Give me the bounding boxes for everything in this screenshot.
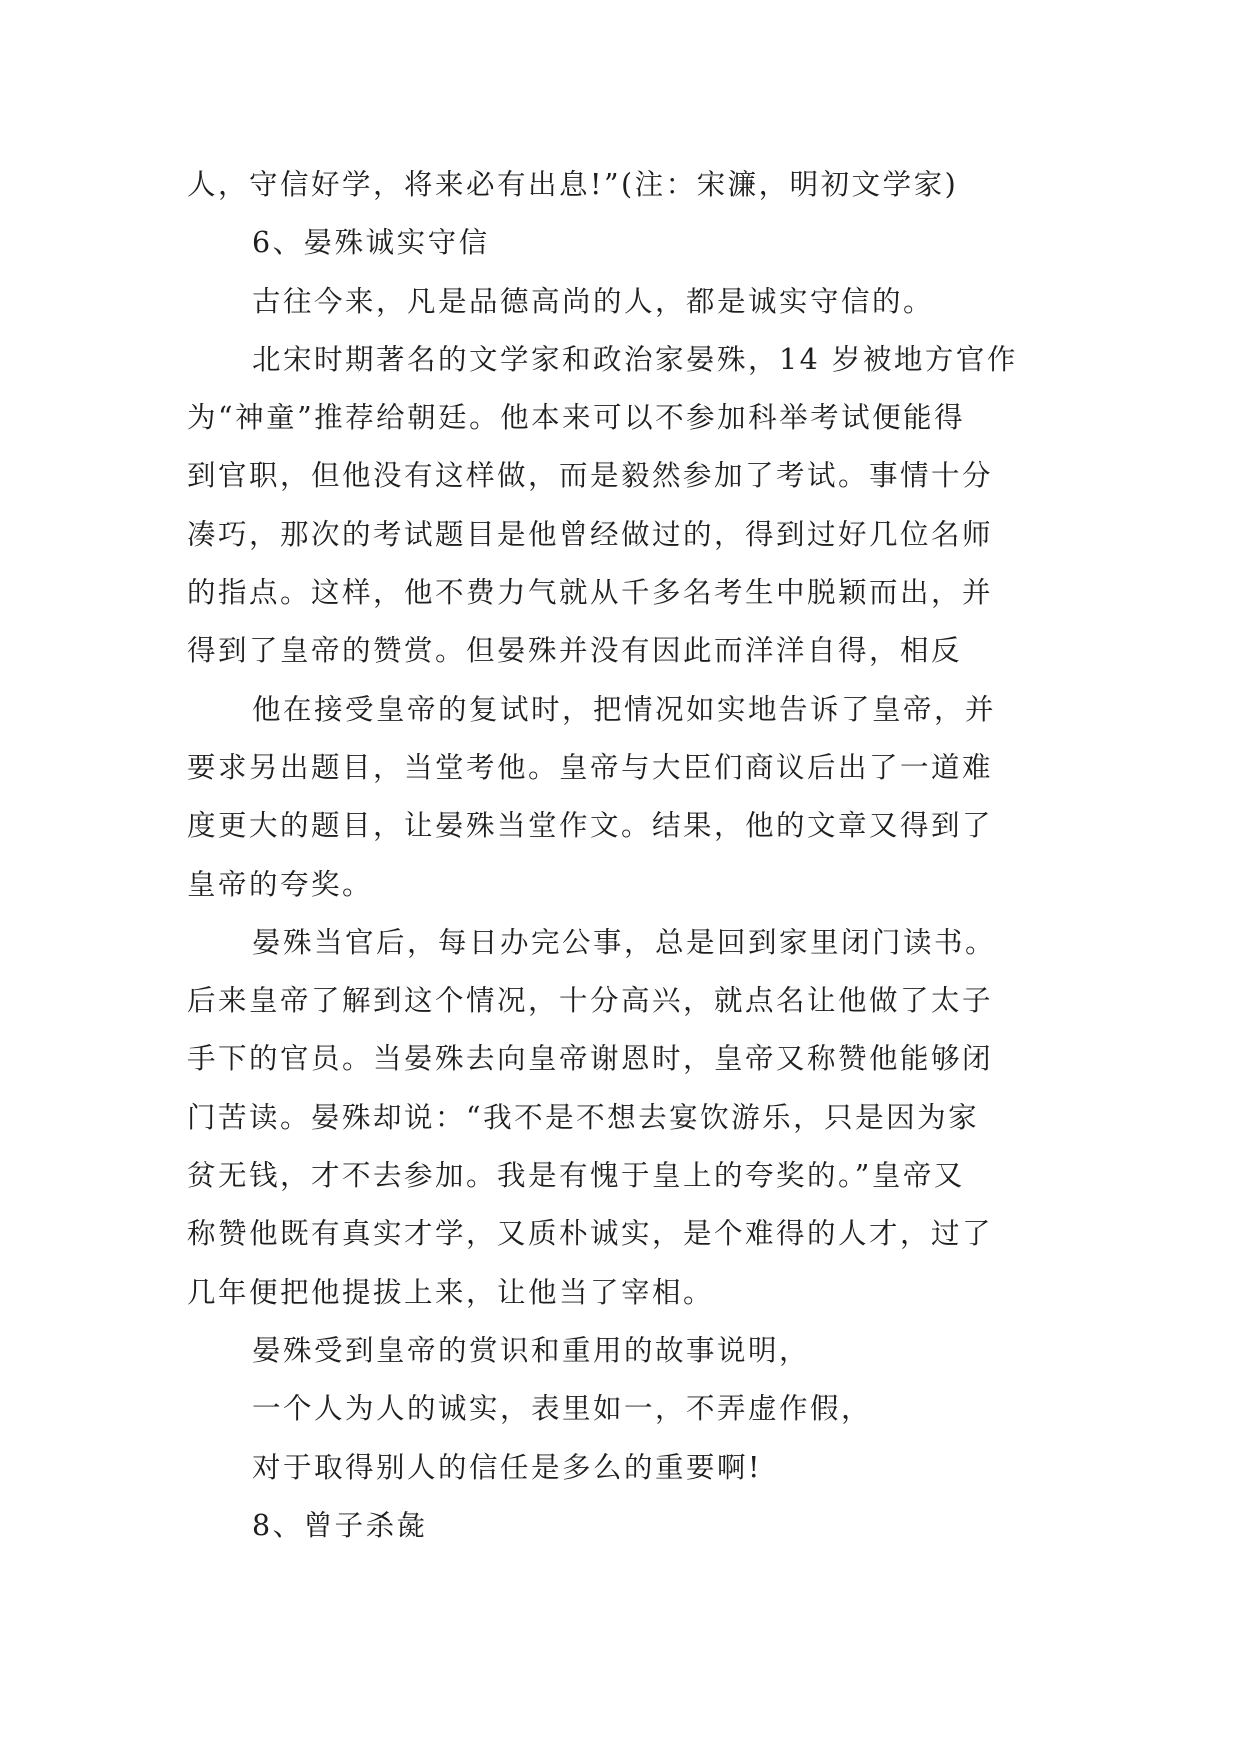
text-line: 6、晏殊诚实守信 (252, 226, 490, 260)
text-line: 几年便把他提拔上来，让他当了宰相。 (187, 1275, 715, 1309)
text-line: 对于取得别人的信任是多么的重要啊! (252, 1450, 762, 1484)
text-line: 人，守信好学，将来必有出息!”(注：宋濂，明初文学家) (187, 168, 959, 201)
text-line: 要求另出题目，当堂考他。皇帝与大臣们商议后出了一道难 (187, 750, 994, 784)
text-line: 贫无钱，才不去参加。我是有愧于皇上的夸奖的。”皇帝又 (187, 1159, 965, 1193)
text-line: 古往今来，凡是品德高尚的人，都是诚实守信的。 (252, 284, 935, 318)
text-line: 一个人为人的诚实，表里如一，不弄虚作假， (252, 1392, 873, 1426)
text-line: 的指点。这样，他不费力气就从千多名考生中脱颖而出，并 (187, 576, 994, 610)
text-line: 门苦读。晏殊却说：“我不是不想去宴饮游乐，只是因为家 (187, 1100, 980, 1134)
text-line: 为“神童”推荐给朝廷。他本来可以不参加科举考试便能得 (187, 401, 966, 435)
text-line: 度更大的题目，让晏殊当堂作文。结果，他的文章又得到了 (187, 809, 994, 843)
text-line: 凑巧，那次的考试题目是他曾经做过的，得到过好几位名师 (187, 517, 994, 551)
body-text (187, 156, 1057, 1555)
text-line: 后来皇帝了解到这个情况，十分高兴，就点名让他做了太子 (187, 984, 994, 1018)
text-line: 8、曾子杀彘 (252, 1508, 428, 1542)
text-line: 晏殊当官后，每日办完公事，总是回到家里闭门读书。 (252, 925, 997, 959)
text-line: 晏殊受到皇帝的赏识和重用的故事说明， (252, 1333, 811, 1367)
text-line: 北宋时期著名的文学家和政治家晏殊，14 岁被地方官作 (252, 342, 1018, 376)
text-line: 他在接受皇帝的复试时，把情况如实地告诉了皇帝，并 (252, 692, 997, 726)
text-line: 手下的官员。当晏殊去向皇帝谢恩时，皇帝又称赞他能够闭 (187, 1042, 994, 1076)
text-line: 得到了皇帝的赞赏。但晏殊并没有因此而洋洋自得，相反 (187, 634, 963, 668)
text-line: 皇帝的夸奖。 (187, 867, 374, 901)
text-line: 到官职，但他没有这样做，而是毅然参加了考试。事情十分 (187, 459, 994, 493)
text-line: 称赞他既有真实才学，又质朴诚实，是个难得的人才，过了 (187, 1217, 994, 1251)
